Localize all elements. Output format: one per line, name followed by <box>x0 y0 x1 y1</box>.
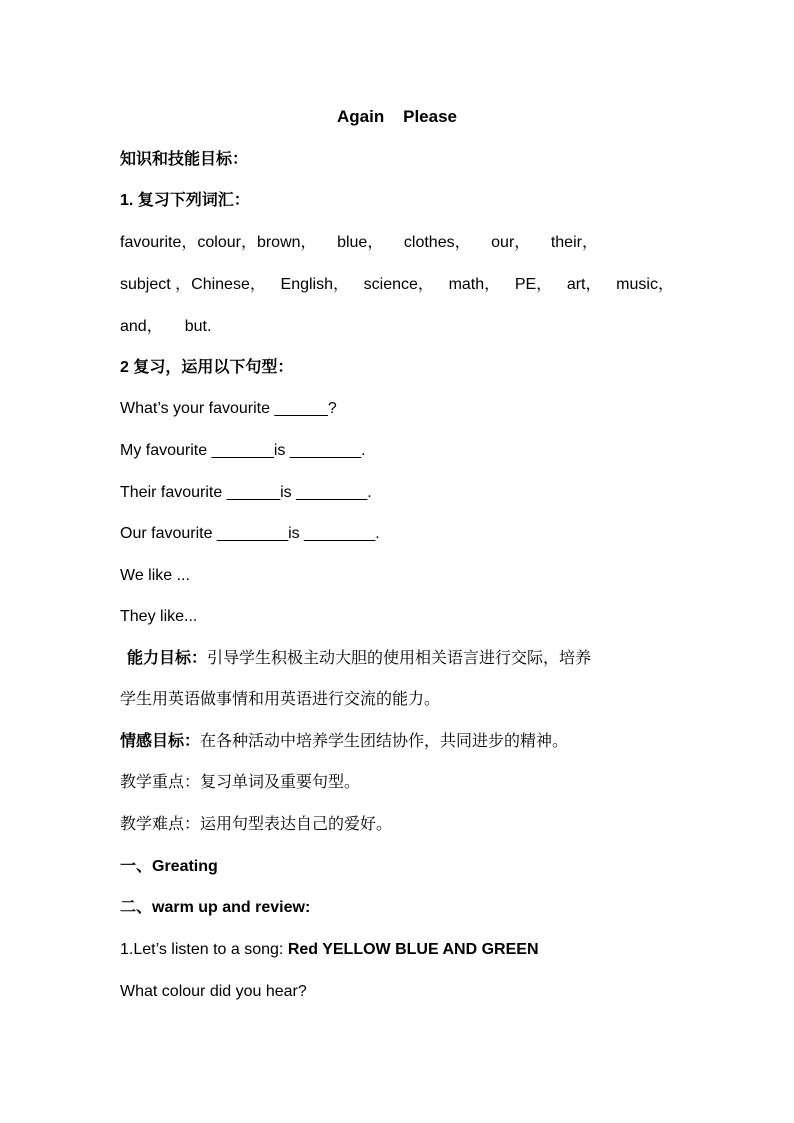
vocab-item: English， <box>280 276 349 293</box>
step-greeting: 一、Greating <box>120 858 218 875</box>
knowledge-heading: 知识和技能目标： <box>120 151 249 168</box>
key-point: 教学重点：复习单词及重要句型。 <box>120 774 361 791</box>
vocab-item: blue， <box>337 234 384 251</box>
vocab-item: but. <box>184 318 212 335</box>
song-line <box>120 940 539 960</box>
page-title: Again Please <box>337 107 457 126</box>
vocab-item: our， <box>491 234 531 251</box>
vocab-item: favourite，colour，brown， <box>120 234 317 251</box>
review-vocab-heading: 1. 复习下列词汇： <box>120 192 250 209</box>
vocab-item: math， <box>448 276 501 293</box>
emotion-text: 在各种活动中培养学生团结协作，共同进步的精神。 <box>200 733 569 750</box>
colour-question: What colour did you hear? <box>120 983 307 1000</box>
emotion-goal <box>120 732 568 752</box>
sentence-pattern: What’s your favourite ______? <box>120 400 337 417</box>
song-prefix: 1.Let’s listen to a song: <box>120 941 288 958</box>
vocab-item: art， <box>566 276 602 293</box>
vocab-row-1 <box>120 233 598 253</box>
vocab-item: their， <box>550 234 598 251</box>
song-name: Red YELLOW BLUE AND GREEN <box>287 941 539 958</box>
vocab-row-2 <box>120 275 674 295</box>
vocab-item: PE， <box>514 276 553 293</box>
sentence-pattern: Their favourite ______is ________. <box>120 484 372 501</box>
ability-text-continued: 学生用英语做事情和用英语进行交流的能力。 <box>120 691 441 708</box>
sentence-pattern: Our favourite ________is ________. <box>120 525 380 542</box>
vocab-item: clothes， <box>403 234 471 251</box>
sentence-pattern: They like... <box>120 608 198 625</box>
ability-goal <box>127 649 591 669</box>
step-warm-up: 二、warm up and review: <box>120 899 311 916</box>
sentence-pattern: My favourite _______is ________. <box>120 442 366 459</box>
sentence-heading: 2 复习，运用以下句型： <box>120 359 294 376</box>
vocab-row-3 <box>120 317 211 337</box>
emotion-label: 情感目标： <box>120 733 201 750</box>
vocab-item: music， <box>616 276 674 293</box>
vocab-item: and， <box>120 318 163 335</box>
sentence-pattern: We like ... <box>120 567 190 584</box>
difficulty: 教学难点：运用句型表达自己的爱好。 <box>120 816 393 833</box>
vocab-item: science， <box>363 276 434 293</box>
ability-text: 引导学生积极主动大胆的使用相关语言进行交际，培养 <box>207 650 592 667</box>
vocab-item: subject ，Chinese， <box>120 276 266 293</box>
ability-label: 能力目标： <box>127 650 208 667</box>
